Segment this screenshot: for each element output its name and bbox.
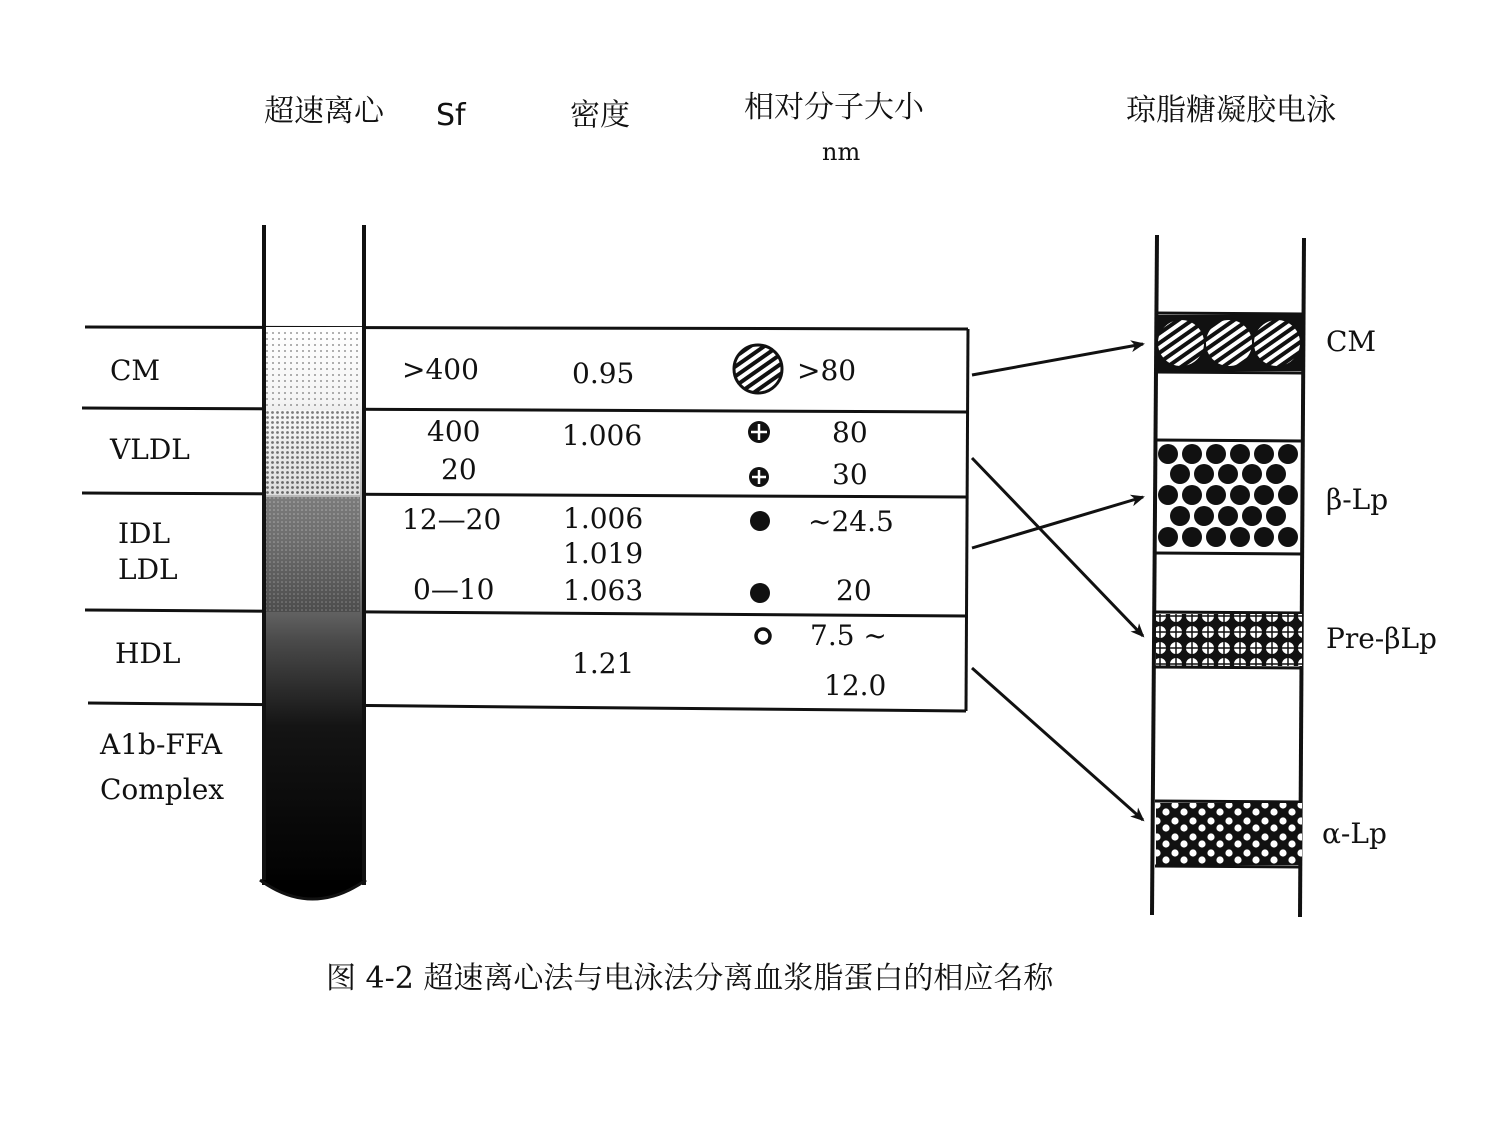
- figure-caption: 图 4-2 超速离心法与电泳法分离血浆脂蛋白的相应名称: [326, 961, 1054, 996]
- size-symbols: [734, 345, 782, 643]
- row-label-vldl: VLDL: [110, 433, 190, 466]
- arrow-cm: [972, 344, 1143, 375]
- header-relative-size-unit: nm: [822, 138, 861, 166]
- vldl-particle-large-icon: [748, 421, 770, 443]
- cm-band: [1155, 313, 1302, 373]
- ldl-particle-icon: [750, 583, 770, 603]
- header-electrophoresis: 琼脂糖凝胶电泳: [1126, 93, 1336, 128]
- row-label-complex: Complex: [100, 773, 225, 806]
- beta-lp-particle: [1206, 527, 1226, 547]
- row-label-alb-ffa: A1b-FFA: [100, 728, 223, 761]
- size-idl: ~24.5: [808, 505, 894, 538]
- beta-lp-particle: [1194, 506, 1214, 526]
- header-ultracentrifuge: 超速离心: [264, 94, 384, 129]
- header-sf: Sf: [436, 98, 466, 133]
- beta-lp-particle: [1218, 506, 1238, 526]
- density-hdl: 1.21: [572, 647, 635, 680]
- beta-lp-particle: [1254, 527, 1274, 547]
- beta-lp-particle: [1278, 527, 1298, 547]
- size-cm: >80: [797, 354, 857, 387]
- beta-lp-particle: [1254, 485, 1274, 505]
- mapping-arrows: [972, 344, 1143, 820]
- beta-lp-particle: [1182, 485, 1202, 505]
- size-vldl-1: 80: [832, 416, 868, 449]
- beta-lp-particle: [1206, 444, 1226, 464]
- arrow-ldl: [972, 497, 1143, 548]
- header-density: 密度: [570, 98, 630, 133]
- size-vldl-2: 30: [832, 458, 868, 491]
- sf-cm: >400: [402, 353, 479, 386]
- vldl-particle-small-icon: [749, 467, 769, 487]
- hdl-particle-icon: [756, 629, 770, 643]
- band-label-beta-lp: β-Lp: [1326, 483, 1389, 516]
- row-label-ldl: LDL: [118, 553, 178, 586]
- beta-lp-particle: [1206, 485, 1226, 505]
- beta-lp-particle: [1230, 444, 1250, 464]
- beta-lp-particle: [1158, 527, 1178, 547]
- beta-lp-particle: [1170, 506, 1190, 526]
- sf-ldl: 0—10: [413, 573, 495, 606]
- beta-lp-band: [1155, 440, 1302, 554]
- arrow-hdl: [972, 668, 1143, 820]
- electrophoresis-column: [1152, 235, 1304, 917]
- header-relative-size: 相对分子大小: [744, 90, 924, 125]
- density-vldl: 1.006: [562, 419, 643, 452]
- band-label-cm: CM: [1326, 325, 1377, 358]
- density-idl-2: 1.019: [563, 537, 644, 570]
- band-label-pre-beta-lp: Pre-βLp: [1326, 622, 1437, 655]
- band-label-alpha-lp: α-Lp: [1322, 817, 1387, 850]
- size-ldl: 20: [836, 574, 872, 607]
- row-label-idl: IDL: [118, 517, 171, 550]
- arrow-vldl: [972, 458, 1143, 636]
- sf-vldl-2: 20: [441, 453, 477, 486]
- row-label-cm: CM: [110, 354, 161, 387]
- cm-particle-icon: [734, 345, 782, 393]
- beta-lp-particle: [1278, 485, 1298, 505]
- beta-lp-particle: [1170, 464, 1190, 484]
- pre-beta-lp-band: [1155, 612, 1302, 668]
- size-hdl-1: 7.5 ~: [810, 619, 887, 652]
- size-hdl-2: 12.0: [824, 669, 887, 702]
- beta-lp-particle: [1278, 444, 1298, 464]
- beta-lp-particle: [1266, 506, 1286, 526]
- beta-lp-particle: [1182, 444, 1202, 464]
- density-idl-1: 1.006: [563, 502, 644, 535]
- beta-lp-particle: [1218, 464, 1238, 484]
- beta-lp-particle: [1254, 444, 1274, 464]
- beta-lp-particle: [1230, 485, 1250, 505]
- alpha-lp-band: [1155, 801, 1302, 867]
- beta-lp-particle: [1194, 464, 1214, 484]
- beta-lp-particle: [1266, 464, 1286, 484]
- sf-vldl-1: 400: [427, 415, 481, 448]
- sf-idl: 12—20: [402, 503, 502, 536]
- density-cm: 0.95: [572, 357, 635, 390]
- idl-particle-icon: [750, 511, 770, 531]
- row-label-hdl: HDL: [115, 637, 181, 670]
- beta-lp-particle: [1242, 464, 1262, 484]
- beta-lp-particle: [1242, 506, 1262, 526]
- beta-lp-particle: [1158, 485, 1178, 505]
- density-ldl: 1.063: [563, 574, 644, 607]
- beta-lp-particle: [1182, 527, 1202, 547]
- beta-lp-particle: [1158, 444, 1178, 464]
- beta-lp-particle: [1230, 527, 1250, 547]
